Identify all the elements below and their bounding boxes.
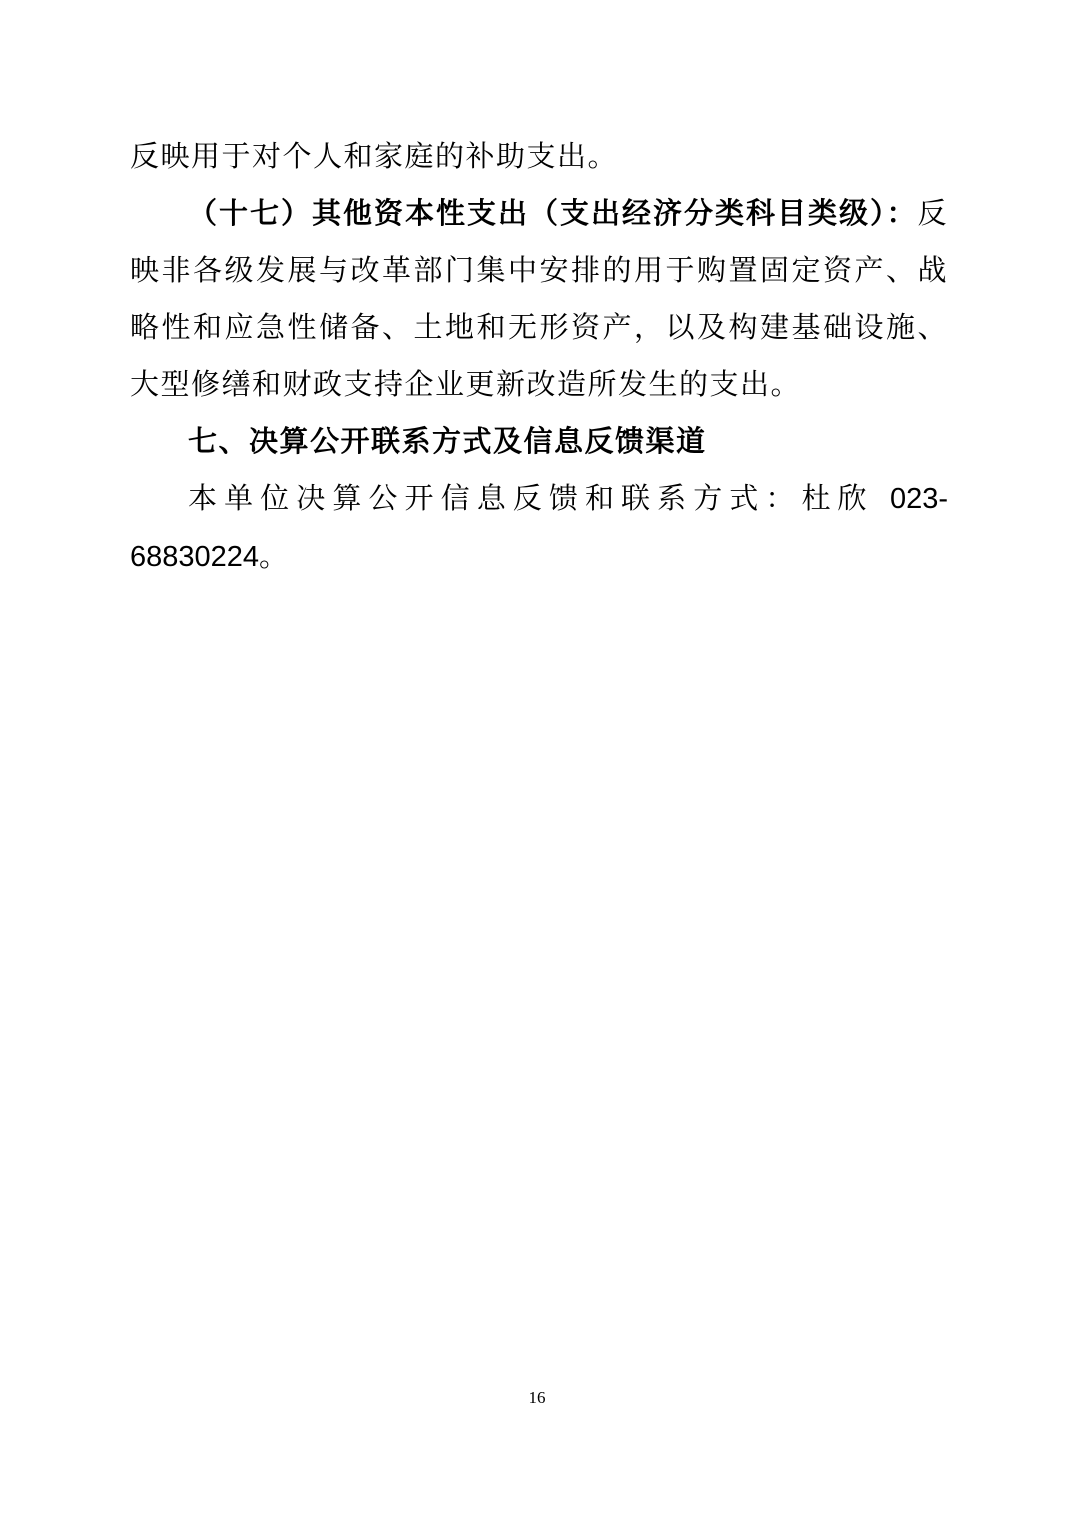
section-heading: 七、决算公开联系方式及信息反馈渠道 [188,424,707,458]
contact-label: 本单位决算公开信息反馈和联系方式：杜欣 [188,481,890,515]
paragraph-text: 反映用于对个人和家庭的补助支出。 [130,139,619,173]
item-title: （十七）其他资本性支出（支出经济分类科目类级）： [188,196,918,230]
paragraph-continuation [130,128,948,185]
document-body [130,128,948,586]
page-number: 16 [528,1388,546,1407]
contact-paragraph [130,470,948,586]
paragraph-item-17 [130,185,948,413]
item-description: 反映非各级发展与改革部门集中安排的用于购置固定资产、战略性和应急性储备、土地和无形资产，以及构建基础设施、大型修缮和财政支持企业更新改造所发生的支出。 [130,196,948,401]
contact-end: 。 [259,539,290,573]
contact-phone: 023-68830224 [130,483,948,573]
